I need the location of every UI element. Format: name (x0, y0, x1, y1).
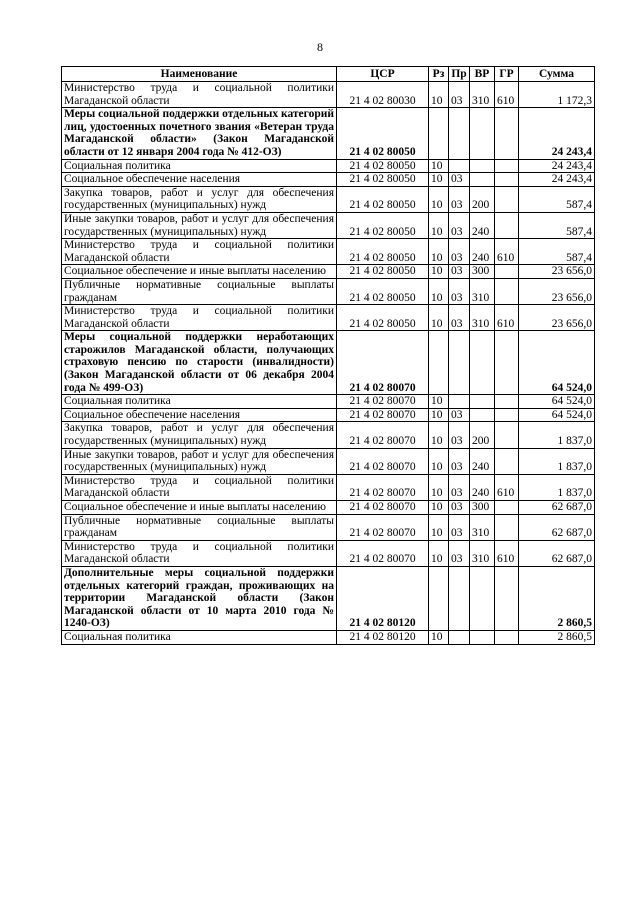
cell-gr (495, 501, 519, 515)
cell-pr: 03 (449, 82, 470, 108)
cell-pr: 03 (449, 212, 470, 238)
cell-name: Социальное обеспечение и иные выплаты населению (62, 501, 337, 515)
cell-rz: 10 (429, 540, 449, 566)
cell-gr (495, 630, 519, 644)
cell-sum: 24 243,4 (519, 108, 595, 159)
cell-csr: 21 4 02 80050 (337, 305, 429, 331)
cell-rz: 10 (429, 422, 449, 448)
cell-vr: 240 (470, 212, 495, 238)
cell-sum: 2 860,5 (519, 566, 595, 630)
header-pr: Пр (449, 67, 470, 82)
cell-sum: 1 837,0 (519, 448, 595, 474)
cell-gr (495, 408, 519, 422)
cell-vr: 240 (470, 474, 495, 500)
cell-csr: 21 4 02 80070 (337, 331, 429, 395)
table-row (62, 408, 595, 422)
cell-rz: 10 (429, 395, 449, 409)
table-row (62, 186, 595, 212)
cell-sum: 2 860,5 (519, 630, 595, 644)
cell-name: Социальная политика (62, 630, 337, 644)
cell-csr: 21 4 02 80050 (337, 159, 429, 173)
cell-pr (449, 331, 470, 395)
table-row (62, 278, 595, 304)
cell-pr: 03 (449, 474, 470, 500)
table-row (62, 422, 595, 448)
cell-sum: 587,4 (519, 186, 595, 212)
cell-pr (449, 395, 470, 409)
cell-sum: 24 243,4 (519, 173, 595, 187)
cell-name: Социальное обеспечение и иные выплаты населению (62, 265, 337, 279)
cell-sum: 587,4 (519, 239, 595, 265)
table-row (62, 501, 595, 515)
cell-csr: 21 4 02 80070 (337, 448, 429, 474)
cell-sum: 62 687,0 (519, 501, 595, 515)
cell-sum: 64 524,0 (519, 331, 595, 395)
cell-rz: 10 (429, 408, 449, 422)
cell-vr (470, 159, 495, 173)
cell-csr: 21 4 02 80050 (337, 212, 429, 238)
cell-rz (429, 566, 449, 630)
cell-gr (495, 212, 519, 238)
cell-csr: 21 4 02 80050 (337, 265, 429, 279)
cell-sum: 23 656,0 (519, 278, 595, 304)
cell-pr: 03 (449, 239, 470, 265)
cell-gr (495, 422, 519, 448)
cell-rz: 10 (429, 448, 449, 474)
cell-vr: 240 (470, 239, 495, 265)
cell-pr: 03 (449, 540, 470, 566)
cell-pr: 03 (449, 408, 470, 422)
cell-pr (449, 630, 470, 644)
cell-vr: 300 (470, 501, 495, 515)
cell-vr (470, 408, 495, 422)
cell-csr: 21 4 02 80050 (337, 173, 429, 187)
cell-gr (495, 186, 519, 212)
cell-rz: 10 (429, 501, 449, 515)
cell-vr: 240 (470, 448, 495, 474)
cell-sum: 587,4 (519, 212, 595, 238)
cell-pr: 03 (449, 501, 470, 515)
cell-gr (495, 278, 519, 304)
cell-sum: 23 656,0 (519, 305, 595, 331)
table-row (62, 331, 595, 395)
cell-sum: 1 172,3 (519, 82, 595, 108)
cell-csr: 21 4 02 80070 (337, 395, 429, 409)
cell-csr: 21 4 02 80070 (337, 474, 429, 500)
cell-name: Социальная политика (62, 395, 337, 409)
cell-sum: 23 656,0 (519, 265, 595, 279)
header-rz: Рз (429, 67, 449, 82)
cell-vr (470, 331, 495, 395)
cell-gr (495, 395, 519, 409)
cell-sum: 62 687,0 (519, 514, 595, 540)
cell-vr: 310 (470, 82, 495, 108)
table-row (62, 540, 595, 566)
cell-gr: 610 (495, 305, 519, 331)
cell-vr: 310 (470, 305, 495, 331)
table-row (62, 395, 595, 409)
cell-vr (470, 566, 495, 630)
cell-rz: 10 (429, 305, 449, 331)
table-row (62, 212, 595, 238)
cell-vr: 310 (470, 514, 495, 540)
header-sum: Сумма (519, 67, 595, 82)
cell-rz: 10 (429, 212, 449, 238)
cell-csr: 21 4 02 80070 (337, 422, 429, 448)
cell-gr: 610 (495, 82, 519, 108)
table-body (62, 82, 595, 645)
cell-gr (495, 331, 519, 395)
cell-rz: 10 (429, 514, 449, 540)
cell-csr: 21 4 02 80050 (337, 186, 429, 212)
cell-rz: 10 (429, 82, 449, 108)
cell-rz: 10 (429, 630, 449, 644)
table-row (62, 305, 595, 331)
page-number: 8 (317, 40, 323, 54)
cell-pr: 03 (449, 186, 470, 212)
table-row (62, 82, 595, 108)
cell-pr (449, 159, 470, 173)
cell-gr (495, 159, 519, 173)
cell-csr: 21 4 02 80030 (337, 82, 429, 108)
cell-name: Министерство труда и социальной политики Магаданской области (62, 239, 337, 265)
cell-csr: 21 4 02 80070 (337, 408, 429, 422)
cell-name: Публичные нормативные социальные выплаты гражданам (62, 278, 337, 304)
cell-name: Закупка товаров, работ и услуг для обеспечения государственных (муниципальных) нужд (62, 422, 337, 448)
cell-vr (470, 173, 495, 187)
header-name: Наименование (62, 67, 337, 82)
cell-vr (470, 395, 495, 409)
header-csr: ЦСР (337, 67, 429, 82)
table-row (62, 265, 595, 279)
cell-pr: 03 (449, 278, 470, 304)
budget-table (61, 66, 595, 645)
table-row (62, 630, 595, 644)
header-vr: ВР (470, 67, 495, 82)
cell-name: Публичные нормативные социальные выплаты гражданам (62, 514, 337, 540)
cell-rz: 10 (429, 159, 449, 173)
cell-rz: 10 (429, 474, 449, 500)
cell-name: Министерство труда и социальной политики Магаданской области (62, 540, 337, 566)
cell-pr (449, 108, 470, 159)
cell-vr (470, 108, 495, 159)
cell-pr: 03 (449, 265, 470, 279)
cell-name: Меры социальной поддержки неработающих старожилов Магаданской области, получающих страховую пенсию по старости (инвалидности) (Закон Магаданской области от 06 декабря 2004 года № 499-ОЗ) (62, 331, 337, 395)
cell-name: Социальное обеспечение населения (62, 408, 337, 422)
cell-name: Иные закупки товаров, работ и услуг для обеспечения государственных (муниципальных) нужд (62, 212, 337, 238)
cell-gr (495, 108, 519, 159)
cell-rz: 10 (429, 239, 449, 265)
cell-csr: 21 4 02 80070 (337, 540, 429, 566)
cell-vr (470, 630, 495, 644)
cell-csr: 21 4 02 80120 (337, 566, 429, 630)
cell-csr: 21 4 02 80050 (337, 239, 429, 265)
table-row (62, 108, 595, 159)
cell-gr (495, 173, 519, 187)
cell-rz: 10 (429, 186, 449, 212)
cell-gr: 610 (495, 474, 519, 500)
cell-name: Социальное обеспечение населения (62, 173, 337, 187)
cell-sum: 1 837,0 (519, 422, 595, 448)
cell-name: Иные закупки товаров, работ и услуг для обеспечения государственных (муниципальных) нужд (62, 448, 337, 474)
cell-sum: 1 837,0 (519, 474, 595, 500)
cell-pr (449, 566, 470, 630)
header-gr: ГР (495, 67, 519, 82)
cell-vr: 200 (470, 186, 495, 212)
cell-name: Министерство труда и социальной политики Магаданской области (62, 474, 337, 500)
cell-pr: 03 (449, 173, 470, 187)
table-row (62, 514, 595, 540)
cell-vr: 200 (470, 422, 495, 448)
cell-name: Меры социальной поддержки отдельных категорий лиц, удостоенных почетного звания «Ветеран труда Магаданской области» (Закон Магаданской области от 12 января 2004 года № 412-ОЗ) (62, 108, 337, 159)
cell-name: Министерство труда и социальной политики Магаданской области (62, 82, 337, 108)
cell-vr: 310 (470, 278, 495, 304)
cell-vr: 310 (470, 540, 495, 566)
cell-pr: 03 (449, 448, 470, 474)
cell-rz (429, 108, 449, 159)
table-header (62, 67, 595, 82)
cell-csr: 21 4 02 80050 (337, 108, 429, 159)
cell-rz: 10 (429, 265, 449, 279)
cell-sum: 64 524,0 (519, 408, 595, 422)
cell-pr: 03 (449, 422, 470, 448)
cell-gr (495, 566, 519, 630)
table-row (62, 173, 595, 187)
cell-gr (495, 265, 519, 279)
cell-name: Дополнительные меры социальной поддержки отдельных категорий граждан, проживающих на территории Магаданской области (Закон Магаданской области от 10 марта 2010 года № 1240-ОЗ) (62, 566, 337, 630)
table-row (62, 448, 595, 474)
cell-pr: 03 (449, 305, 470, 331)
cell-gr: 610 (495, 540, 519, 566)
cell-name: Министерство труда и социальной политики Магаданской области (62, 305, 337, 331)
cell-gr (495, 448, 519, 474)
cell-csr: 21 4 02 80050 (337, 278, 429, 304)
cell-gr: 610 (495, 239, 519, 265)
table-row (62, 566, 595, 630)
cell-rz: 10 (429, 173, 449, 187)
cell-sum: 62 687,0 (519, 540, 595, 566)
cell-csr: 21 4 02 80070 (337, 514, 429, 540)
cell-pr: 03 (449, 514, 470, 540)
cell-rz (429, 331, 449, 395)
cell-gr (495, 514, 519, 540)
table-row (62, 474, 595, 500)
cell-name: Социальная политика (62, 159, 337, 173)
cell-rz: 10 (429, 278, 449, 304)
cell-csr: 21 4 02 80120 (337, 630, 429, 644)
table-row (62, 159, 595, 173)
table-row (62, 239, 595, 265)
cell-sum: 64 524,0 (519, 395, 595, 409)
cell-vr: 300 (470, 265, 495, 279)
cell-name: Закупка товаров, работ и услуг для обеспечения государственных (муниципальных) нужд (62, 186, 337, 212)
cell-csr: 21 4 02 80070 (337, 501, 429, 515)
cell-sum: 24 243,4 (519, 159, 595, 173)
